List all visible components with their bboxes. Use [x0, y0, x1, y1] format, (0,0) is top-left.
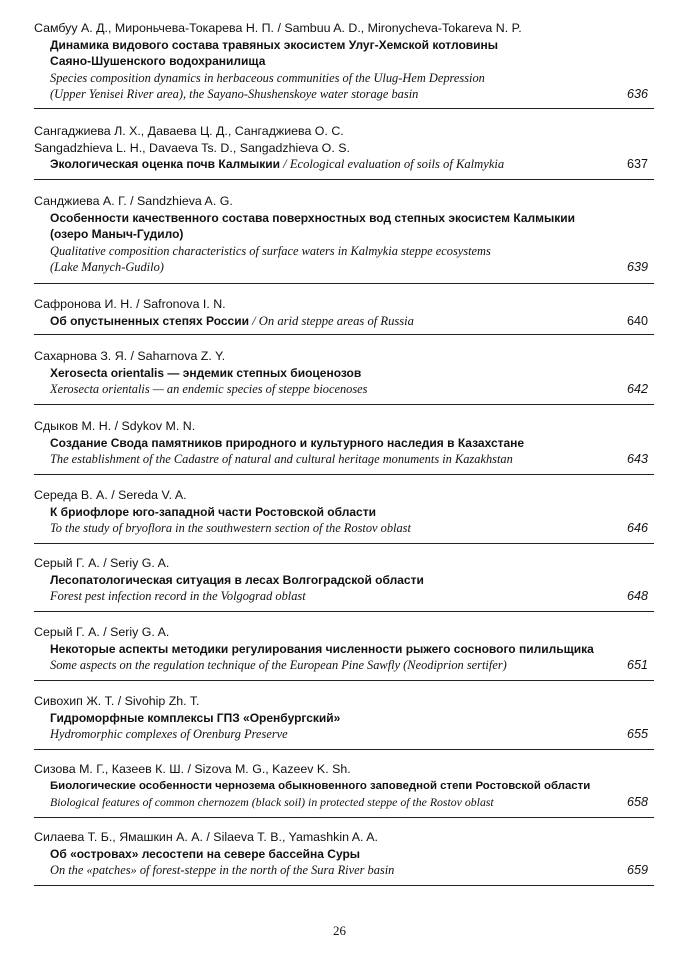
entry-title-ru: Биологические особенности чернозема обыкновенного заповедной степи Ростовской области — [50, 779, 591, 792]
entry-title-ru: Динамика видового состава травяных экосистем Улуг-Хемской котловины — [50, 37, 499, 52]
entry-title-en — [34, 381, 654, 398]
entry-title-en-text: Biological features of common chernozem (black soil) in protected steppe of the Rostov oblast — [50, 795, 494, 809]
entry-title-en — [34, 588, 654, 605]
toc-entry — [34, 20, 654, 103]
entry-title-en-text: Xerosecta orientalis — an endemic species of steppe biocenoses — [50, 382, 368, 396]
entry-title-en: / On arid steppe areas of Russia — [252, 313, 414, 328]
divider-line — [34, 543, 654, 544]
page-number: 26 — [333, 923, 346, 938]
entry-title-en — [34, 794, 654, 811]
entry-title-ru: Создание Свода памятников природного и культурного наследия в Казахстане — [50, 435, 525, 450]
entry-title-ru: Об опустыненных степях России — [50, 313, 249, 328]
entry-title-en-text: On the «patches» of forest-steppe in the north of the Sura River basin — [50, 863, 395, 877]
entry-page-number: 643 — [626, 452, 648, 466]
entry-title-en: Qualitative composition characteristics of surface waters in Kalmykia steppe ecosystems — [50, 243, 491, 258]
entry-page-number: 659 — [626, 863, 648, 877]
entry-title-en — [34, 520, 654, 537]
entry-title-ru: Гидроморфные комплексы ГПЗ «Оренбургский» — [50, 710, 341, 725]
entry-title-en-text: Forest pest infection record in the Volgograd oblast — [50, 589, 306, 603]
toc-entry — [34, 348, 654, 398]
entry-title-ru: К бриофлоре юго-западной части Ростовской области — [50, 504, 376, 519]
entry-page-number: 640 — [626, 313, 648, 328]
entry-title-ru: (озеро Маныч-Гудило) — [50, 227, 184, 241]
entry-title-en: Species composition dynamics in herbaceous communities of the Ulug-Hem Depression — [50, 70, 485, 85]
divider-line — [34, 404, 654, 405]
entry-title-ru: Саяно-Шушенского водохранилища — [50, 54, 266, 68]
entry-authors: Сафронова И. Н. / Safronova I. N. — [34, 297, 226, 311]
entry-title-en: / Ecological evaluation of soils of Kalmykia — [283, 157, 505, 171]
toc-entry — [34, 193, 654, 276]
entry-page-number: 636 — [626, 87, 648, 101]
entry-title-en-text: The establishment of the Cadastre of natural and cultural heritage monuments in Kazakhstan — [50, 452, 513, 466]
divider-line — [34, 474, 654, 475]
entry-title-en-text: (Upper Yenisei River area), the Sayano-Shushenskoye water storage basin — [50, 87, 419, 101]
divider-line — [34, 611, 654, 612]
entry-title-en — [34, 862, 654, 879]
entry-authors: Силаева Т. Б., Ямашкин А. А. / Silaeva T. B., Yamashkin A. A. — [34, 830, 378, 844]
entry-title-en — [34, 259, 654, 276]
entry-title-en-text: Hydromorphic complexes of Orenburg Preserve — [50, 727, 288, 741]
toc-entry — [34, 418, 654, 468]
divider-line — [34, 334, 654, 335]
toc-entry — [34, 693, 654, 743]
entry-page-number: 655 — [626, 727, 648, 741]
entry-authors: Сдыков М. Н. / Sdykov M. N. — [34, 419, 196, 433]
toc-entry — [34, 487, 654, 537]
entry-title-en — [34, 86, 654, 103]
entry-page-number: 648 — [626, 589, 648, 603]
divider-line — [34, 680, 654, 681]
entry-title-ru: Xerosecta orientalis — эндемик степных биоценозов — [50, 365, 362, 380]
divider-line — [34, 749, 654, 750]
entry-page-number: 646 — [626, 521, 648, 535]
entry-authors-en: Sangadzhieva L. H., Davaeva Ts. D., Sangadzhieva O. S. — [34, 140, 350, 155]
entry-title-en — [34, 451, 654, 468]
entry-authors: Сахарнова З. Я. / Saharnova Z. Y. — [34, 349, 226, 363]
toc-entry — [34, 555, 654, 605]
entry-title-ru: Некоторые аспекты методики регулирования численности рыжего соснового пилильщика — [50, 641, 594, 656]
entry-title-en-text: (Lake Manych-Gudilo) — [50, 260, 164, 274]
entry-authors: Санджиева А. Г. / Sandzhieva A. G. — [34, 194, 233, 208]
divider-line — [34, 885, 654, 886]
entry-authors: Сизова М. Г., Казеев К. Ш. / Sizova M. G., Kazeev K. Sh. — [34, 762, 351, 776]
toc-entry — [34, 829, 654, 879]
entry-title-en — [34, 657, 654, 674]
entry-authors: Самбуу А. Д., Мироньчева-Токарева Н. П. / Sambuu A. D., Mironycheva-Tokareva N. P. — [34, 21, 522, 35]
toc-entry — [34, 296, 654, 329]
entry-title-en-text: Some aspects on the regulation technique of the European Pine Sawfly (Neodiprion sertifer) — [50, 658, 507, 672]
divider-line — [34, 283, 654, 284]
entry-authors: Серый Г. А. / Seriy G. A. — [34, 556, 170, 570]
entry-authors: Серый Г. А. / Seriy G. A. — [34, 625, 170, 639]
entry-page-number: 639 — [626, 260, 648, 274]
toc-entry — [34, 624, 654, 674]
entry-title-en-text: To the study of bryoflora in the southwestern section of the Rostov oblast — [50, 521, 411, 535]
entry-title-ru: Лесопатологическая ситуация в лесах Волгоградской области — [50, 572, 424, 587]
entry-title-line — [34, 313, 654, 330]
divider-line — [34, 179, 654, 180]
entry-authors: Сангаджиева Л. Х., Даваева Ц. Д., Сангаджиева О. С. — [34, 124, 344, 138]
entry-page-number: 658 — [626, 795, 648, 809]
entry-authors: Сивохип Ж. Т. / Sivohip Zh. T. — [34, 694, 200, 708]
entry-title-ru: Экологическая оценка почв Калмыкии — [50, 157, 281, 171]
entry-page-number: 651 — [626, 658, 648, 672]
entry-title-ru: Особенности качественного состава поверхностных вод степных экосистем Калмыкии — [50, 210, 576, 225]
divider-line — [34, 817, 654, 818]
entry-page-number: 637 — [626, 157, 648, 171]
divider-line — [34, 108, 654, 109]
entry-title-en — [34, 726, 654, 743]
toc-entry — [34, 761, 654, 811]
entry-authors: Середа В. А. / Sereda V. A. — [34, 488, 187, 502]
entry-title-line — [34, 156, 654, 173]
entry-page-number: 642 — [626, 382, 648, 396]
toc-entry — [34, 123, 654, 173]
entry-title-ru: Об «островах» лесостепи на севере бассейна Суры — [50, 846, 361, 861]
